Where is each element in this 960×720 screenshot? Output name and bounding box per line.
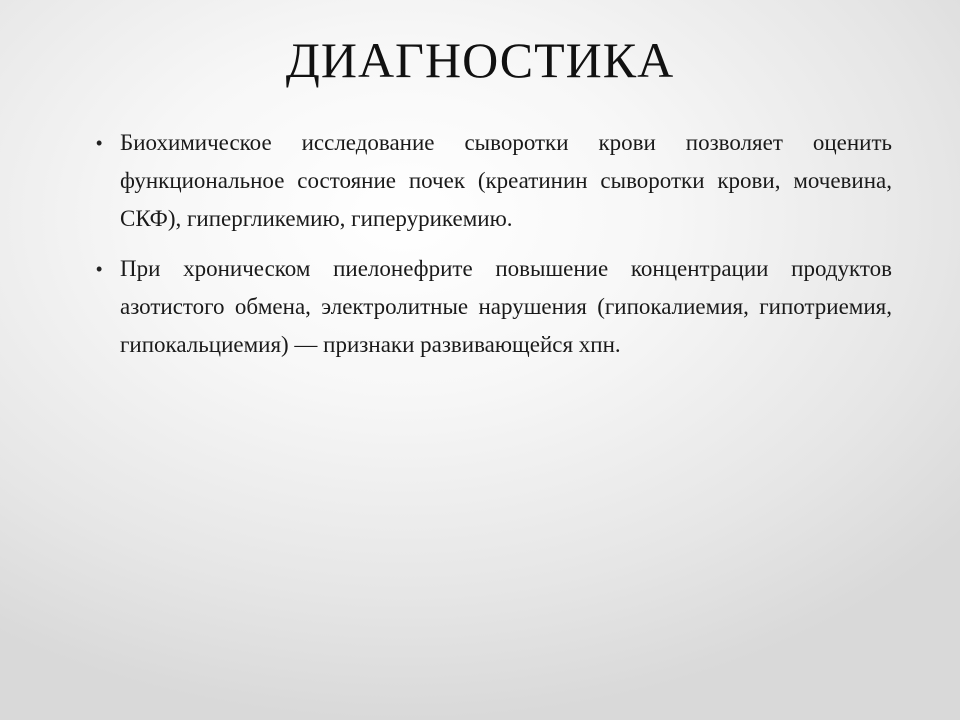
slide-title: ДИАГНОСТИКА	[285, 32, 675, 88]
bullet-marker-icon: •	[96, 133, 103, 153]
bullet-list	[96, 124, 892, 376]
bullet-item	[96, 124, 892, 238]
bullet-text: Биохимическое исследование сыворотки крови позволяет оценить функциональное состояние почек (креатинин сыворотки крови, мочевина, СКФ), гипергликемию, гиперурикемию.	[120, 130, 892, 231]
bullet-item	[96, 250, 892, 364]
bullet-text: При хроническом пиелонефрите повышение концентрации продуктов азотистого обмена, электролитные нарушения (гипокалиемия, гипотриемия, гипокальциемия) — признаки развивающейся хпн.	[120, 256, 892, 357]
bullet-marker-icon: •	[96, 259, 103, 279]
